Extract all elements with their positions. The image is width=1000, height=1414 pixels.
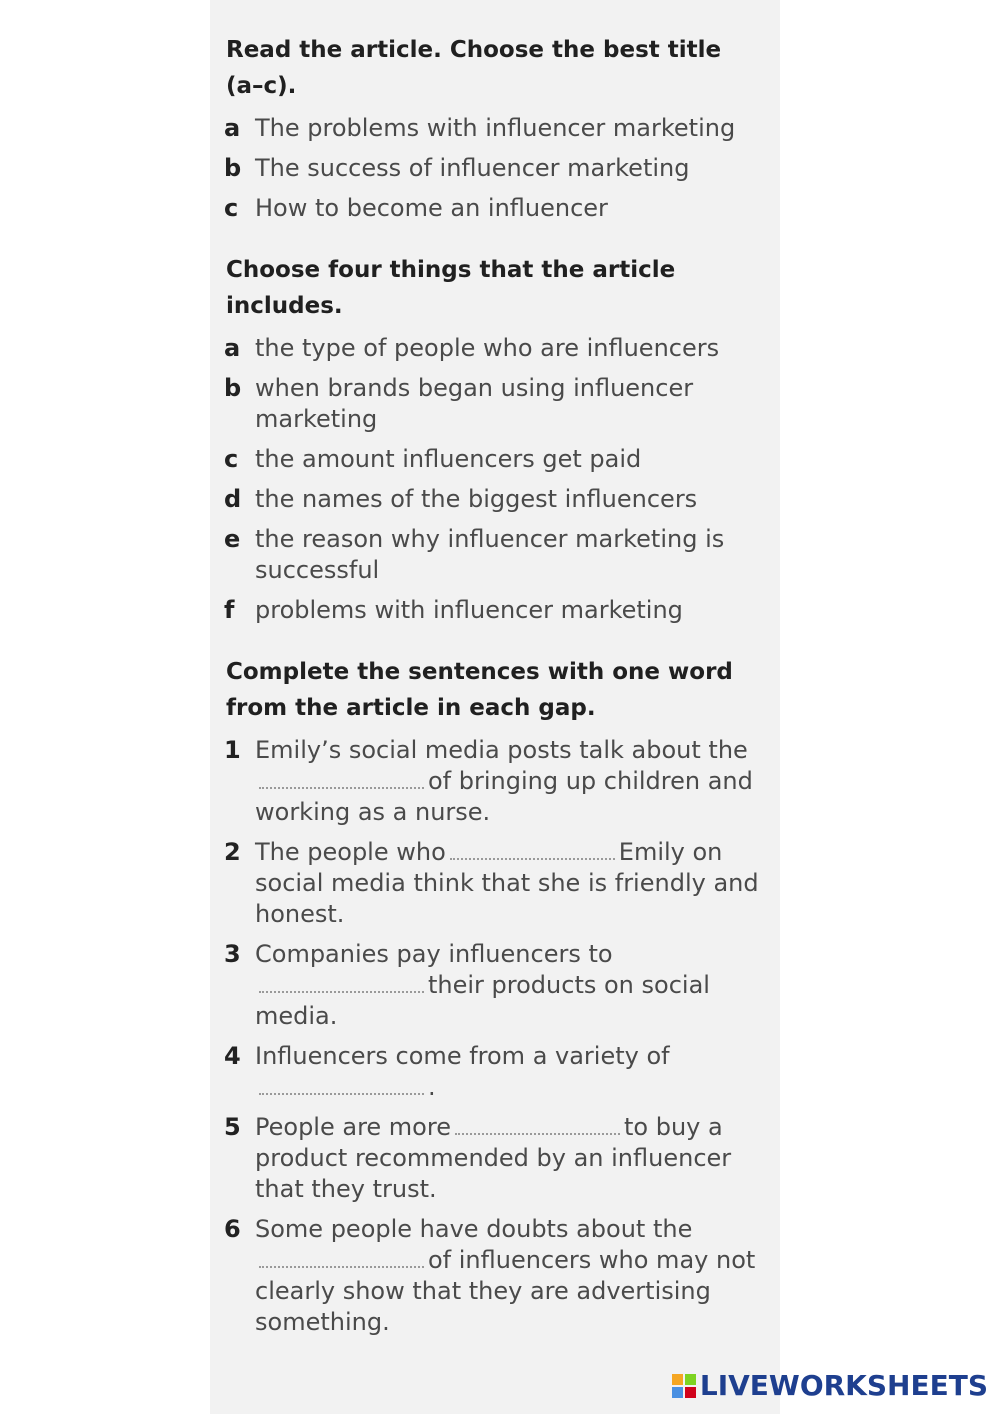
item-marker: c bbox=[224, 194, 239, 222]
item-text: the amount influencers get paid bbox=[255, 445, 642, 473]
liveworksheets-logo[interactable] bbox=[672, 1369, 988, 1402]
sentence-before: Emily’s social media posts talk about the bbox=[255, 736, 748, 764]
item-number: 4 bbox=[224, 1042, 241, 1070]
item-marker: c bbox=[224, 445, 239, 473]
list-item[interactable] bbox=[224, 153, 764, 184]
item-text: when brands began using influencer marketing bbox=[255, 374, 694, 433]
sentence-before: The people who bbox=[255, 838, 446, 866]
article-includes-list bbox=[224, 333, 764, 626]
sentence-before: Companies pay influencers to bbox=[255, 940, 613, 968]
item-marker: b bbox=[224, 154, 242, 182]
answer-gap-1[interactable] bbox=[259, 786, 424, 789]
list-item[interactable] bbox=[224, 373, 764, 435]
item-number: 3 bbox=[224, 940, 241, 968]
list-item[interactable] bbox=[224, 333, 764, 364]
item-marker: b bbox=[224, 374, 242, 402]
item-text: the reason why influencer marketing is successful bbox=[255, 525, 725, 584]
gap-sentence bbox=[224, 1041, 764, 1103]
logo-square-4 bbox=[685, 1387, 696, 1398]
item-text: the names of the biggest influencers bbox=[255, 485, 698, 513]
item-number: 1 bbox=[224, 736, 241, 764]
item-text: problems with influencer marketing bbox=[255, 596, 683, 624]
sentence-after: to buy a product recommended by an influencer that they trust. bbox=[255, 1113, 732, 1203]
item-text: The success of influencer marketing bbox=[255, 154, 690, 182]
sentence-before: Some people have doubts about the bbox=[255, 1215, 693, 1243]
gap-sentence bbox=[224, 939, 764, 1032]
sentence-after: their products on social media. bbox=[255, 971, 710, 1030]
logo-square-2 bbox=[685, 1374, 696, 1385]
item-marker: f bbox=[224, 596, 235, 624]
section-heading: Read the article. Choose the best title (a–c). bbox=[226, 37, 722, 99]
section-heading: Complete the sentences with one word from the article in each gap. bbox=[226, 659, 733, 721]
sentence-before: People are more bbox=[255, 1113, 451, 1141]
list-item[interactable] bbox=[224, 524, 764, 586]
item-marker: a bbox=[224, 114, 241, 142]
liveworksheets-logo-icon bbox=[672, 1374, 696, 1398]
sentence-after: of influencers who may not clearly show that they are advertising something. bbox=[255, 1246, 756, 1336]
answer-gap-4[interactable] bbox=[259, 1092, 424, 1095]
gap-sentence bbox=[224, 735, 764, 828]
section-choose-four bbox=[224, 252, 764, 626]
gap-fill-list bbox=[224, 735, 764, 1338]
answer-gap-5[interactable] bbox=[455, 1132, 620, 1135]
sentence-after: of bringing up children and working as a nurse. bbox=[255, 767, 753, 826]
list-item[interactable] bbox=[224, 595, 764, 626]
answer-gap-6[interactable] bbox=[259, 1265, 424, 1268]
item-marker: e bbox=[224, 525, 241, 553]
logo-square-3 bbox=[672, 1387, 683, 1398]
list-item[interactable] bbox=[224, 484, 764, 515]
sentence-before: Influencers come from a variety of bbox=[255, 1042, 670, 1070]
item-text: the type of people who are influencers bbox=[255, 334, 720, 362]
item-text: How to become an influencer bbox=[255, 194, 608, 222]
list-item[interactable] bbox=[224, 444, 764, 475]
section-choose-title bbox=[224, 32, 764, 224]
answer-gap-2[interactable] bbox=[450, 857, 615, 860]
answer-gap-3[interactable] bbox=[259, 990, 424, 993]
item-number: 2 bbox=[224, 838, 241, 866]
logo-text: LIVEWORKSHEETS bbox=[699, 1369, 988, 1402]
title-options-list bbox=[224, 113, 764, 224]
section-complete-sentences bbox=[224, 654, 764, 1338]
gap-sentence bbox=[224, 837, 764, 930]
sentence-after: . bbox=[428, 1073, 436, 1101]
item-number: 5 bbox=[224, 1113, 241, 1141]
sentence-after: Emily on social media think that she is friendly and honest. bbox=[255, 838, 759, 928]
gap-sentence bbox=[224, 1214, 764, 1338]
item-number: 6 bbox=[224, 1215, 241, 1243]
gap-sentence bbox=[224, 1112, 764, 1205]
item-text: The problems with influencer marketing bbox=[255, 114, 736, 142]
list-item[interactable] bbox=[224, 193, 764, 224]
worksheet-content bbox=[224, 32, 764, 1338]
item-marker: a bbox=[224, 334, 241, 362]
section-heading: Choose four things that the article includes. bbox=[226, 257, 676, 319]
item-marker: d bbox=[224, 485, 242, 513]
logo-square-1 bbox=[672, 1374, 683, 1385]
list-item[interactable] bbox=[224, 113, 764, 144]
